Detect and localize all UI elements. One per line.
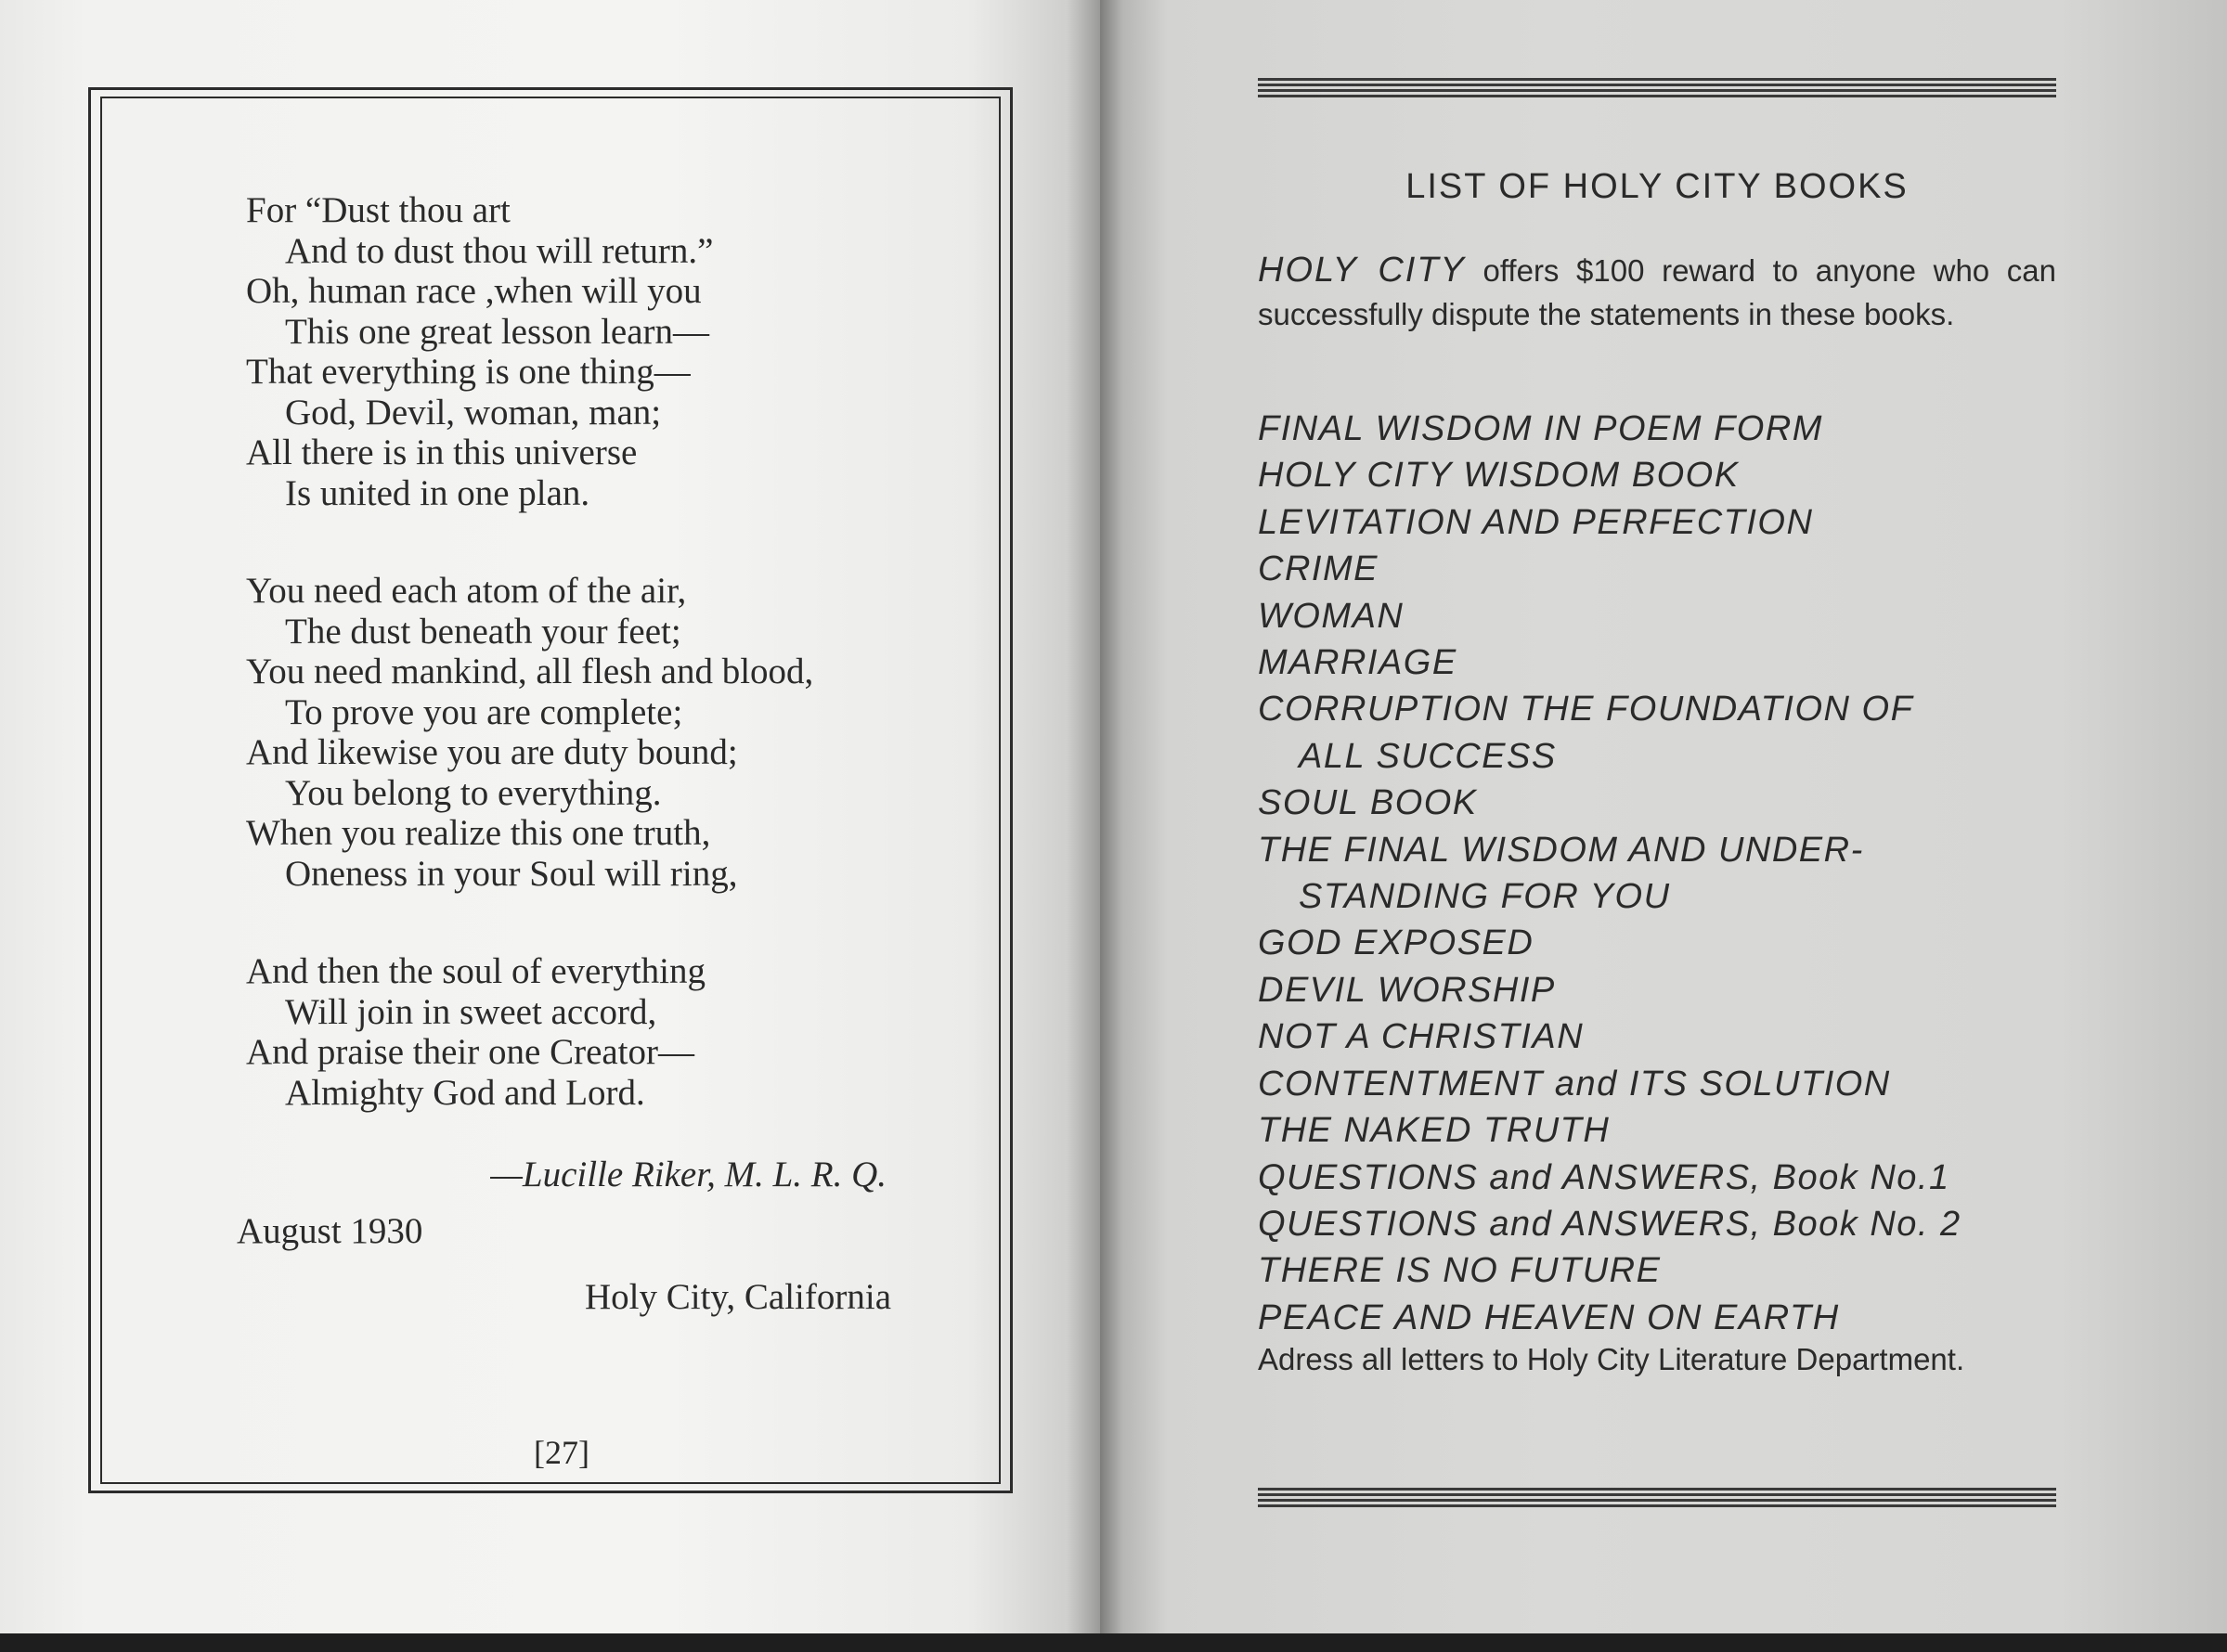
book-list-item bbox=[1258, 499, 2075, 546]
book-title: QUESTIONS and ANSWERS, Book No. 2 bbox=[1258, 1204, 1962, 1244]
poem-line: This one great lesson learn— bbox=[285, 311, 710, 352]
book-title: NOT A CHRISTIAN bbox=[1258, 1017, 1585, 1057]
book-title: THE NAKED TRUTH bbox=[1258, 1111, 1611, 1151]
bottom-rule bbox=[1258, 1488, 2056, 1508]
book-title-continuation: STANDING FOR YOU bbox=[1299, 877, 1671, 917]
poem-line: Oneness in your Soul will ring, bbox=[285, 853, 738, 894]
poem-line: For “Dust thou art bbox=[246, 190, 511, 230]
poem-stanza bbox=[246, 190, 952, 513]
poem-line: You need each atom of the air, bbox=[246, 571, 687, 611]
poem-date: August 1930 bbox=[237, 1211, 423, 1251]
book-list-item bbox=[1258, 780, 2075, 826]
book-title: MARRIAGE bbox=[1258, 643, 1457, 683]
book-list-item bbox=[1258, 920, 2075, 966]
book-title: FINAL WISDOM IN POEM FORM bbox=[1258, 409, 1823, 448]
page-number: [27] bbox=[534, 1434, 589, 1471]
book-title: SOUL BOOK bbox=[1258, 783, 1478, 823]
poem-line: And to dust thou will return.” bbox=[285, 230, 714, 271]
poem-stanza bbox=[246, 951, 952, 1113]
book-title: THE FINAL WISDOM AND UNDER- bbox=[1258, 830, 1864, 870]
poem-line: That everything is one thing— bbox=[246, 352, 691, 392]
book-list-item bbox=[1258, 1201, 2075, 1247]
book-title: CONTENTMENT and ITS SOLUTION bbox=[1258, 1064, 1891, 1103]
book-title: THERE IS NO FUTURE bbox=[1258, 1251, 1662, 1291]
book-title: DEVIL WORSHIP bbox=[1258, 970, 1556, 1010]
book-title: WOMAN bbox=[1258, 596, 1405, 636]
book-list-item bbox=[1258, 546, 2075, 592]
book-list-item bbox=[1258, 639, 2075, 686]
poem-line: God, Devil, woman, man; bbox=[285, 392, 662, 432]
book-list-item bbox=[1258, 452, 2075, 498]
reward-intro bbox=[1258, 249, 2056, 336]
poem-line: And likewise you are duty bound; bbox=[246, 732, 738, 772]
book-title: LEVITATION AND PERFECTION bbox=[1258, 502, 1814, 542]
address-note: Adress all letters to Holy City Literature Department. bbox=[1258, 1342, 1965, 1376]
intro-emphasis: HOLY CITY bbox=[1258, 251, 1466, 290]
book-title: GOD EXPOSED bbox=[1258, 923, 1534, 963]
poem-line: Almighty God and Lord. bbox=[285, 1072, 645, 1113]
book-list-item bbox=[1258, 1295, 2075, 1341]
intro-text: offers $100 reward to anyone who can successfully dispute the statements in these books. bbox=[1258, 253, 2056, 331]
book-list-item bbox=[1258, 1013, 2075, 1060]
poem-line: The dust beneath your feet; bbox=[285, 611, 681, 652]
poem-line: Will join in sweet accord, bbox=[285, 991, 657, 1032]
poem-line: Oh, human race ,when will you bbox=[246, 271, 702, 311]
book-list-item bbox=[1258, 686, 2075, 780]
book-list-item bbox=[1258, 1247, 2075, 1294]
poem-place: Holy City, California bbox=[584, 1277, 891, 1317]
book-list-item bbox=[1258, 1155, 2075, 1201]
book-title: PEACE AND HEAVEN ON EARTH bbox=[1258, 1297, 1840, 1337]
book-title: CORRUPTION THE FOUNDATION OF bbox=[1258, 690, 1914, 729]
poem-line: All there is in this universe bbox=[246, 432, 638, 472]
book-list bbox=[1258, 406, 2075, 1341]
poem-line: You need mankind, all flesh and blood, bbox=[246, 652, 814, 691]
book-title: HOLY CITY WISDOM BOOK bbox=[1258, 456, 1740, 496]
poem-line: Is united in one plan. bbox=[285, 472, 590, 513]
book-list-item bbox=[1258, 406, 2075, 452]
book-title: QUESTIONS and ANSWERS, Book No.1 bbox=[1258, 1157, 1950, 1197]
poem-line: And then the soul of everything bbox=[246, 951, 706, 991]
book-list-item bbox=[1258, 1107, 2075, 1154]
book-list-title: LIST OF HOLY CITY BOOKS bbox=[1405, 167, 1909, 206]
book-list-item bbox=[1258, 1061, 2075, 1107]
book-title-continuation: ALL SUCCESS bbox=[1299, 736, 1557, 776]
poem-line: When you realize this one truth, bbox=[246, 813, 711, 853]
poem-stanza bbox=[246, 571, 952, 894]
left-page bbox=[0, 0, 1100, 1633]
book-list-item bbox=[1258, 593, 2075, 639]
book-list-item bbox=[1258, 967, 2075, 1013]
poem-line: You belong to everything. bbox=[285, 772, 662, 813]
book-title: CRIME bbox=[1258, 549, 1379, 589]
top-rule bbox=[1258, 78, 2056, 98]
poem-line: And praise their one Creator— bbox=[246, 1032, 695, 1072]
poem bbox=[246, 190, 952, 1113]
poem-signature: —Lucille Riker, M. L. R. Q. bbox=[490, 1155, 887, 1194]
book-list-item bbox=[1258, 827, 2075, 921]
poem-line: To prove you are complete; bbox=[285, 691, 683, 732]
